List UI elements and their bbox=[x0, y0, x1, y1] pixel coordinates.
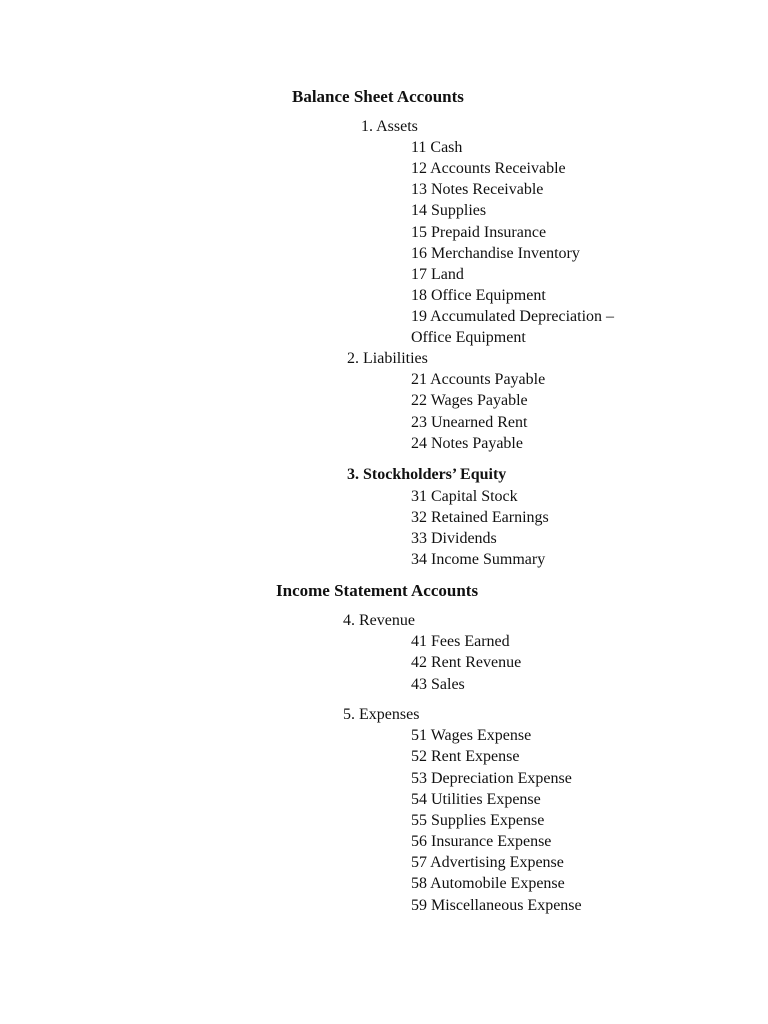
account-53: 53 Depreciation Expense bbox=[411, 770, 572, 787]
account-14: 14 Supplies bbox=[411, 202, 487, 219]
account-58: 58 Automobile Expense bbox=[411, 875, 565, 892]
account-43: 43 Sales bbox=[411, 676, 465, 693]
account-16: 16 Merchandise Inventory bbox=[411, 245, 580, 262]
account-19: 19 Accumulated Depreciation – bbox=[411, 308, 615, 325]
account-23: 23 Unearned Rent bbox=[411, 414, 528, 431]
account-11: 11 Cash bbox=[411, 139, 463, 156]
assets-label: 1. Assets bbox=[361, 118, 418, 135]
expenses-label: 5. Expenses bbox=[343, 706, 420, 723]
account-18: 18 Office Equipment bbox=[411, 287, 546, 304]
account-51: 51 Wages Expense bbox=[411, 727, 532, 744]
account-41: 41 Fees Earned bbox=[411, 633, 510, 650]
account-13: 13 Notes Receivable bbox=[411, 181, 544, 198]
account-19-continued: Office Equipment bbox=[411, 329, 526, 346]
account-15: 15 Prepaid Insurance bbox=[411, 224, 547, 241]
account-54: 54 Utilities Expense bbox=[411, 791, 541, 808]
account-57: 57 Advertising Expense bbox=[411, 854, 564, 871]
account-34: 34 Income Summary bbox=[411, 551, 546, 568]
liabilities-label: 2. Liabilities bbox=[347, 350, 428, 367]
account-12: 12 Accounts Receivable bbox=[411, 160, 566, 177]
account-56: 56 Insurance Expense bbox=[411, 833, 552, 850]
account-32: 32 Retained Earnings bbox=[411, 509, 549, 526]
income-statement-title: Income Statement Accounts bbox=[276, 581, 479, 600]
account-59: 59 Miscellaneous Expense bbox=[411, 897, 582, 914]
account-22: 22 Wages Payable bbox=[411, 392, 528, 409]
account-42: 42 Rent Revenue bbox=[411, 654, 522, 671]
account-33: 33 Dividends bbox=[411, 530, 497, 547]
account-21: 21 Accounts Payable bbox=[411, 371, 546, 388]
account-31: 31 Capital Stock bbox=[411, 488, 518, 505]
account-24: 24 Notes Payable bbox=[411, 435, 523, 452]
equity-label: 3. Stockholders’ Equity bbox=[347, 466, 507, 483]
account-55: 55 Supplies Expense bbox=[411, 812, 545, 829]
revenue-label: 4. Revenue bbox=[343, 612, 415, 629]
account-17: 17 Land bbox=[411, 266, 464, 283]
account-52: 52 Rent Expense bbox=[411, 748, 520, 765]
balance-sheet-title: Balance Sheet Accounts bbox=[292, 87, 464, 106]
